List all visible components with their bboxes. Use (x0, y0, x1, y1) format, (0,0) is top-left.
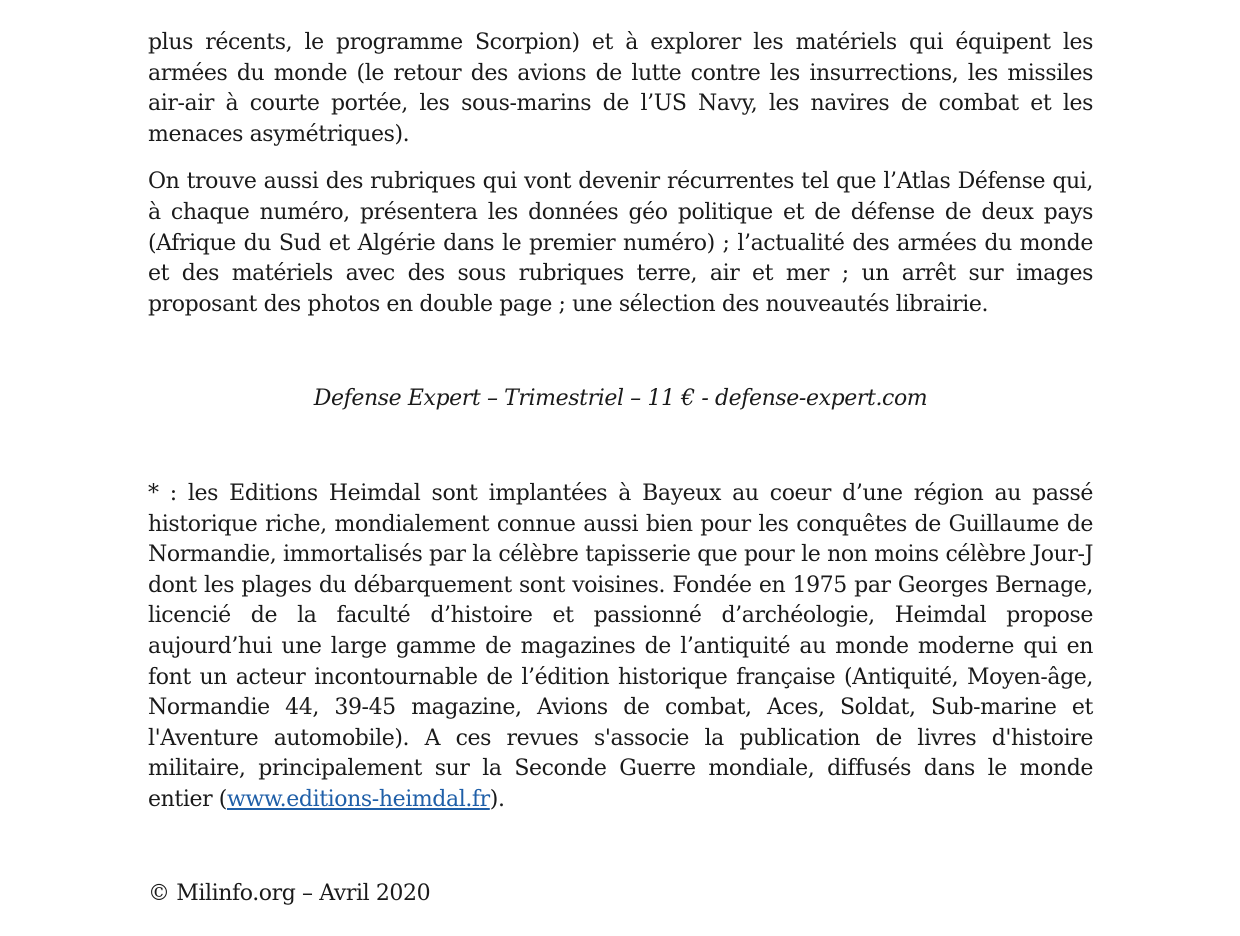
document-page (148, 28, 1093, 910)
paragraph-rubriques: On trouve aussi des rubriques qui vont devenir récurrentes tel que l’Atlas Défense qui, à chaque numéro, présentera les données géo politique et de défense de deux pays (Afrique du Sud et Algérie dans le premier numéro) ; l’actualité des armées du monde et des matériels avec des sous rubriques terre, air et mer ; un arrêt sur images proposant des photos en double page ; une sélection des nouveautés librairie. (148, 169, 1093, 317)
magazine-tagline: Defense Expert – Trimestriel – 11 € - defense-expert.com (313, 386, 928, 412)
paragraph-scorpion: plus récents, le programme Scorpion) et à explorer les matériels qui équipent les armées du monde (le retour des avions de lutte contre les insurrections, les missiles air-air à courte portée, les sous-marins de l’US Navy, les navires de combat et les menaces asymétriques). (148, 30, 1093, 147)
footnote-text: * : les Editions Heimdal sont implantées à Bayeux au coeur d’une région au passé historique riche, mondialement connue aussi bien pour les conquêtes de Guillaume de Normandie, immortalisés par la célèbre tapisserie que pour le non moins célèbre Jour-J dont les plages du débarquement sont voisines. Fondée en 1975 par Georges Bernage, licencié de la faculté d’histoire et passionné d’archéologie, Heimdal propose aujourd’hui une large gamme de magazines de l’antiquité au monde moderne qui en font un acteur incontournable de l’édition historique française (Antiquité, Moyen-âge, Normandie 44, 39-45 magazine, Avions de combat, Aces, Soldat, Sub-marine et l'Aventure automobile). A ces revues s'associe la publication de livres d'histoire militaire, principalement sur la Seconde Guerre mondiale, diffusés dans le monde entier ( (148, 480, 1093, 812)
heimdal-link[interactable]: www.editions-heimdal.fr (226, 786, 490, 812)
footnote-text-end: ). (489, 786, 505, 812)
footnote-heimdal (148, 479, 1093, 816)
copyright-line: © Milinfo.org – Avril 2020 (148, 881, 431, 907)
